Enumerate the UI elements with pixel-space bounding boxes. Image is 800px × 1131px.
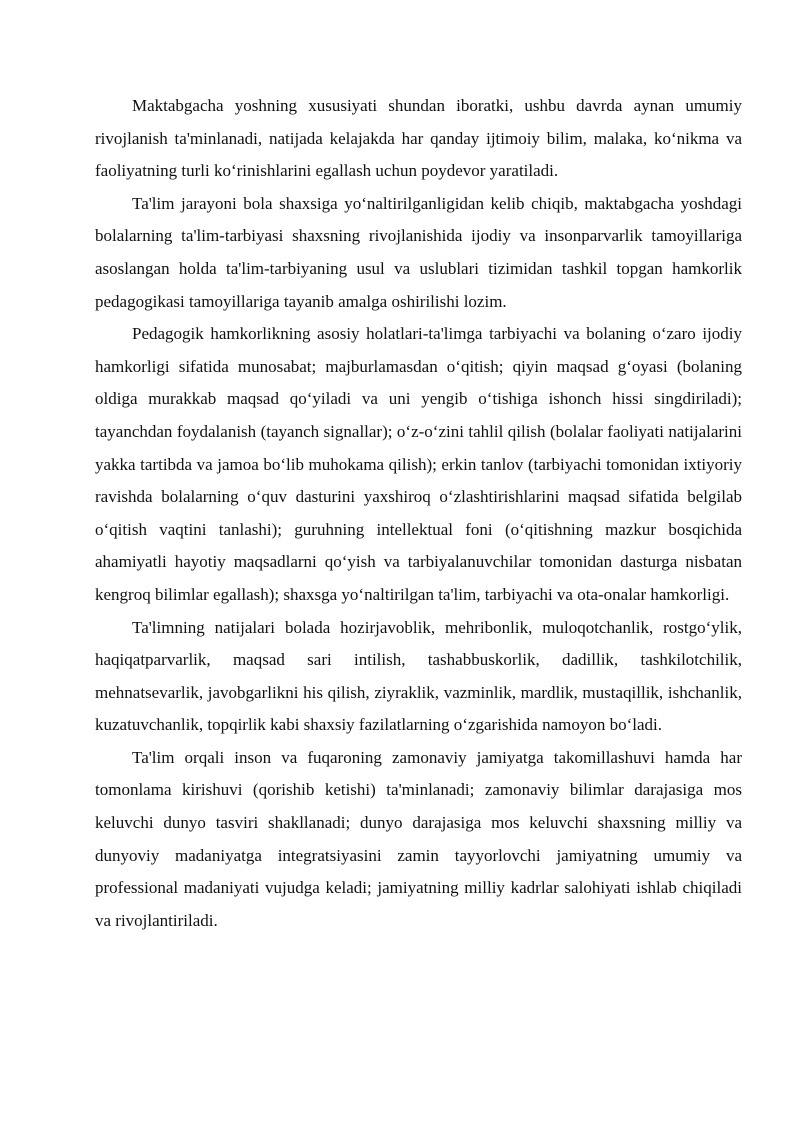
paragraph-5: Ta'lim orqali inson va fuqaroning zamonaviy jamiyatga takomillashuvi hamda har tomonlama kirishuvi (qorishib ketishi) ta'minlanadi; zamonaviy bilimlar darajasiga mos keluvchi dunyo tasviri shakllanadi; dunyo darajasiga mos keluvchi shaxsning milliy va dunyoviy madaniyatga integratsiyasini zamin tayyorlovchi jamiyatning umumiy va professional madaniyati vujudga keladi; jamiyatning milliy kadrlar salohiyati ishlab chiqiladi va rivojlantiriladi. xyxy=(95,747,742,930)
paragraph-3: Pedagogik hamkorlikning asosiy holatlari-ta'limga tarbiyachi va bolaning oʻzaro ijodiy hamkorligi sifatida munosabat; majburlamasdan oʻqitish; qiyin maqsad gʻoyasi (bolaning oldiga murakkab maqsad qoʻyiladi va uni yengib oʻtishiga ishonch hissi singdiriladi); tayanchdan foydalanish (tayanch signallar); oʻz-oʻzini tahlil qilish (bolalar faoliyati natijalarini yakka tartibda va jamoa boʻlib muhokama qilish); erkin tanlov (tarbiyachi tomonidan ixtiyoriy ravishda bolalarning oʻquv dasturini yaxshiroq oʻzlashtirishlarini maqsad sifatida belgilab oʻqitish vaqtini tanlashi); guruhning intellektual foni (oʻqitishning mazkur bosqichida ahamiyatli hayotiy maqsadlarni qoʻyish va tarbiyalanuvchilar tomonidan dasturga nisbatan kengroq bilimlar egallash); shaxsga yoʻnaltirilgan ta'lim, tarbiyachi va ota-onalar hamkorligi. xyxy=(95,324,742,604)
paragraph-4: Ta'limning natijalari bolada hozirjavoblik, mehribonlik, muloqotchanlik, rostgoʻylik, haqiqatparvarlik, maqsad sari intilish, tashabbuskorlik, dadillik, tashkilotchilik, mehnatsevarlik, javobgarlikni his qilish, ziyraklik, vazminlik, mardlik, mustaqillik, ishchanlik, kuzatuvchanlik, topqirlik kabi shaxsiy fazilatlarning oʻzgarishida namoyon boʻladi. xyxy=(95,617,742,735)
document-page xyxy=(95,90,742,937)
paragraph-2: Ta'lim jarayoni bola shaxsiga yoʻnaltirilganligidan kelib chiqib, maktabgacha yoshdagi bolalarning ta'lim-tarbiyasi shaxsning rivojlanishida ijodiy va insonparvarlik tamoyillariga asoslangan holda ta'lim-tarbiyaning usul va uslublari tizimidan tashkil topgan hamkorlik pedagogikasi tamoyillariga tayanib amalga oshirilishi lozim. xyxy=(95,193,742,311)
paragraph-1: Maktabgacha yoshning xususiyati shundan iboratki, ushbu davrda aynan umumiy rivojlanish ta'minlanadi, natijada kelajakda har qanday ijtimoiy bilim, malaka, koʻnikma va faoliyatning turli koʻrinishlarini egallash uchun poydevor yaratiladi. xyxy=(95,96,742,181)
